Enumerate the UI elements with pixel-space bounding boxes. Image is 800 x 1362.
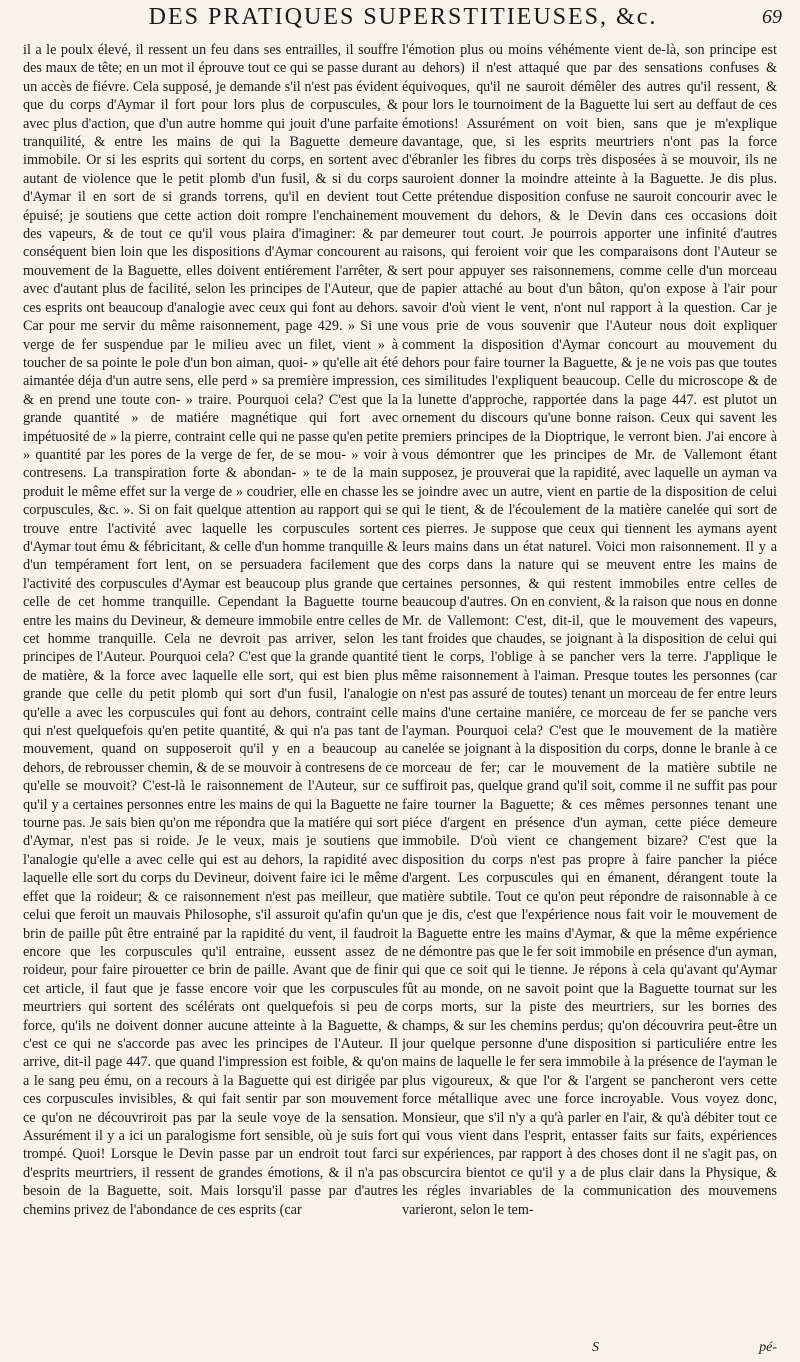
running-head: DES PRATIQUES SUPERSTITIEUSES, &c. [148,4,658,30]
left-column-text: il a le poulx élevé, il ressent un feu dans ses entrailles, il souffre des maux de tête; en un mot il éprouve tout ce qui se passe durant un accès de fiévre. Cela supposé, je demande s'il n'est pas évident que du corps d'Aymar il fort pour lors plus de corpuscules, & avec plus d'action, que d'un autre homme qui jouit d'une parfaite tranquilité, & entre les mains de qui la Baguette demeure immobile. Or si les esprits qui sortent du corps, en sortent avec autant de violence que le petit plomb d'un fusil, & si du corps d'Aymar il en sort de si grands torrens, qu'il en devient tout épuisé; je soutiens que cette action doit rompre l'enchainement des vapeurs, & de tout ce qu'il vous plaira d'imaginer: & par conséquent bien loin que les dispositions d'Aymar concourent au mouvement de la Baguette, elles doivent entiérement l'arrêter, & avec d'autant plus de facilité, selon les principes de l'Auteur, que ces esprits ont beaucoup d'analogie avec ceux qui font au dehors. Car pour me servir du même raisonnement, page 429. » Si une verge de fer suspendue par le milieu avec un filet, vient » à toucher de sa pointe le pole d'un bon aiman, quoi- » qu'elle ait été aimantée déja d'un autre sens, elle perd » sa première impression, & en prend une toute con- » traire. Pourquoi cela? C'est que la grande quantité » de matiére magnétique qui fort avec impétuosité de » la pierre, contraint celle qui ne passe qu'en petite » quantité par les pores de la verge de fer, de se mou- » voir à contresens. La transpiration forte & abondan- » te de la main produit le même effet sur la verge de » coudrier, elle en chasse les corpuscules, &c. ». Si on fait quelque attention au rapport qui se trouve entre l'activité avec laquelle les corpuscules sortent d'Aymar tout ému & fébricitant, & celle d'un homme tranquille & d'un tempérament fort lent, on se persuadera facilement que l'activité des corpuscules d'Aymar est beaucoup plus grande que celle de cet homme tranquille. Cependant la Baguette tourne entre les mains du Devineur, & demeure immobile entre celles de cet homme tranquille. Cela ne devroit pas arriver, selon les principes de l'Auteur. Pourquoi cela? C'est que la grande quantité de matière, & la force avec laquelle elle sort, qui est bien plus grande que celle du petit plomb qui sort d'un fusil, l'analogie qu'elle a avec les corpuscules qui font au dehors, contraint celle qui n'est quelquefois qu'en petite quantité, & qui n'a pas tant de mouvement, quand on supposeroit qu'il y en a beaucoup au dehors, de rebrousser chemin, & de se mouvoir à contresens de ce qu'elle se mouvoit? C'est-là le raisonnement de l'Auteur, sur ce qu'il y a certaines personnes entre les mains de qui la Baguette ne tourne pas. Je sais bien qu'on me répondra que la matiére qui sort d'Aymar, n'est pas si roide. Je le veux, mais je soutiens que l'analogie qu'elle a avec celle qui est au dehors, la rapidité avec laquelle elle sort du corps du Devineur, doivent faire ici le même effet que la roideur; & ce raisonnement n'est pas meilleur, que celui que feroit un mauvais Philosophe, s'il assuroit qu'afin qu'un brin de paille pût être entrainé par la rapidité du vent, il faudroit encore que les corpuscules qu'il entraine, eussent assez de roideur, pour faire pirouetter ce brin de paille. Avant que de finir cet article, il faut que je fasse encore voir que les corpuscules meurtriers qui sortent des scélérats ont quelquefois si peu de force, qu'ils ne doivent donner aucune atteinte à la Baguette, & c'est ce qui ne s'accorde pas avec les principes de l'Auteur. Il arrive, dit-il page 447. que quand l'impression est foible, & qu'on a le sang peu ému, on a recours à la Baguette qui est dirigée par ces corpuscules invisibles, & qui fait sentir par son mouvement ce qu'on ne découvriroit pas par la seule voye de la sensation. Assurément il y a ici un paralogisme fort sensible, où je suis fort trompé. Quoi! Lorsque le Devin passe par un endroit tout farci d'esprits meurtriers, il ressent de grandes émotions, & il n'a pas besoin de la Baguette, soit. Mais lorsqu'il passe par d'autres chemins privez de l'abondance de ces esprits (car [23,42,398,1218]
right-column-text: l'émotion plus ou moins véhémente vient de-là, son principe est au dehors) il n'est attaqué que par des sensations confuses & équivoques, qu'il ne sauroit démêler des autres qu'il ressent, & pour lors le tournoiment de la Baguette lui sert au deffaut de ces émotions! Assurément on voit bien, sans que je m'explique davantage, que, si les esprits meurtriers n'ont pas la force d'ébranler les fibres du corps très disposées à se mouvoir, ils ne sauroient donner la moindre atteinte à la Baguette. Je dis plus. Cette prétendue disposition confuse ne sauroit concourir avec le mouvement du dehors, & le Devin dans ces occasions doit demeurer tout court. Je pourrois apporter une infinité d'autres raisons, qui feroient voir que les comparaisons dont l'Auteur se sert pour appuyer ses raisonnemens, comme celle d'un morceau de papier attaché au bout d'un bâton, qu'on expose à l'air pour savoir d'où vient le vent, n'ont nul rapport à la question. Car je vous prie de vous souvenir que l'Auteur nous doit expliquer comment la disposition d'Aymar concourt au mouvement du dehors pour faire tourner la Baguette, & je ne vois pas que toutes ces similitudes l'expliquent beaucoup. Celle du microscope & de la lunette d'approche, rapportée dans la page 447. est plutot un ornement du discours qu'une bonne raison. Ceux qui savent les premiers principes de la Dioptrique, le verront bien. J'ai encore à vous démontrer que les principes de Mr. de Vallemont étant supposez, je prouverai que la rapidité, avec laquelle un ayman va se joindre avec un autre, vient en partie de la disposition de celui qui le tient, & de l'écoulement de la matière canelée qui sort de ces pierres. Je suppose que ceux qui tiennent les aymans ayent leurs mains dans un état naturel. Voici mon raisonnement. Il y a des corps dans la nature qui se meuvent entre les mains de certaines personnes, & qui restent immobiles entre celles de beaucoup d'autres. On en convient, & la raison que nous en donne Mr. de Vallemont: C'est, dit-il, que le mouvement des vapeurs, tant froides que chaudes, se joignant à la disposition de celui qui tient le corps, l'oblige à se pancher vers la terre. J'applique le même raisonnement à l'aiman. Presque toutes les personnes (car on n'est pas assuré de toutes) tenant un morceau de fer entre leurs mains d'une certaine maniére, ce morceau de fer se panche vers l'ayman. Pourquoi cela? C'est que le mouvement de la matière canelée se joignant à la disposition du corps, donne le branle à ce morceau de fer; car le mouvement de la matière subtile ne suffiroit pas, quelque grand qu'il soit, comme il ne suffit pas pour faire tourner la Baguette; & ces mêmes personnes tenant une piéce d'argent en présence d'un ayman, cette piéce demeure immobile. D'où vient ce changement bizare? C'est que la disposition du corps n'est pas propre à faire pancher la piéce d'argent. Les corpuscules qui en émanent, dérangent toute la matière subtile. Tout ce qu'on peut répondre de raisonnable à ce que je dis, c'est que l'expérience nous fait voir le mouvement de la Baguette entre les mains d'Aymar, & que la même expérience ne démontre pas que le fer soit immobile en présence d'un ayman, qui que ce soit qui le tienne. Je répons à cela qu'avant qu'Aymar fût au monde, on ne savoit point que la Baguette tournat sur les corps morts, sur la piste des meurtriers, sur les bornes des champs, & sur les chemins perdus; qu'on découvrira peut-être un jour quelque personne d'une disposition si particuliére entre les mains de laquelle le fer sera immobile à la présence de l'ayman le plus vigoureux, & que l'or & l'argent se pancheront vers cette force métallique avec une force incroyable. Vous voyez donc, Monsieur, que s'il n'y a qu'à parler en l'air, & qu'à débiter tout ce qui vous vient dans l'esprit, entasser faits sur faits, expériences sur expériences, par rapport à des choses dont il ne s'agit pas, on obscurcira bientot ce qu'il y a de plus clair dans la Physique, & les régles invariables de la communication des mouvemens varieront, selon le tem- [402,42,777,1218]
left-column [23,41,398,1357]
right-column [402,41,777,1357]
page-header [22,4,784,36]
catchword: pé- [759,1340,777,1355]
signature-mark: S [592,1340,599,1355]
page-number: 69 [762,6,782,28]
